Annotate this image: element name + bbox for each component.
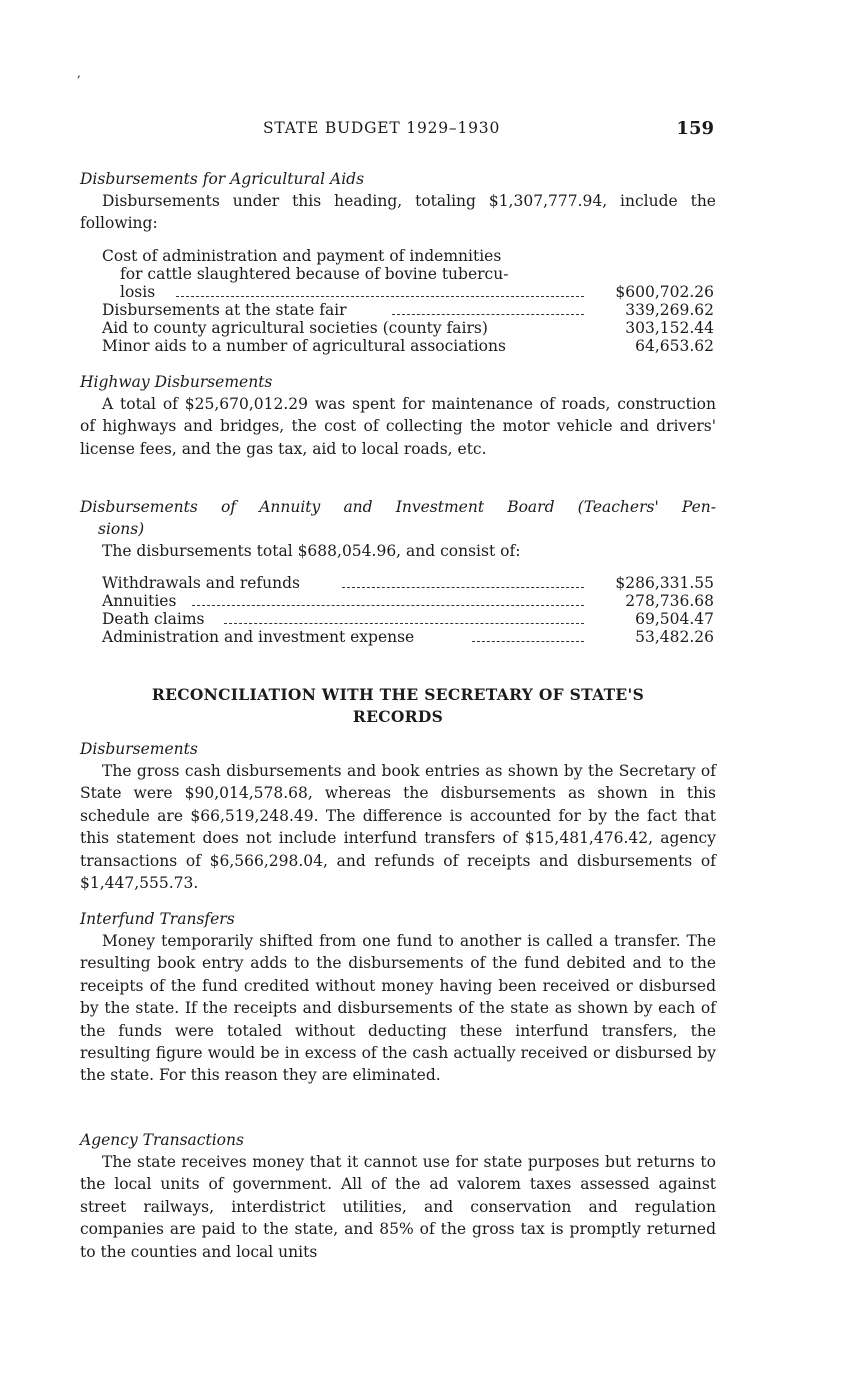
agri-items [80,247,716,355]
annuity-items [80,574,716,646]
dot-leader [472,641,584,642]
item-label: for cattle slaughtered because of bovine tubercu- [120,265,509,283]
agency-text: The state receives money that it cannot use for state purposes but returns to the local units of government. All of the ad valorem taxes assessed against street railways, interdistrict utilities, and conservation and regulation companies are paid to the state, and 85% of the gross tax is promptly returned to the counties and local units [80,1153,716,1261]
agri-subheading: Disbursements for Agricultural Aids [80,170,365,188]
list-item [80,319,716,337]
item-label: Annuities [102,592,177,610]
agency-subheading: Agency Transactions [80,1131,244,1149]
running-header [80,119,716,141]
highway-section [80,371,716,460]
list-item [80,592,716,610]
item-amount: $600,702.26 [615,283,714,301]
dot-leader [176,296,584,297]
reconciliation-heading [80,684,716,728]
interfund-text: Money temporarily shifted from one fund to another is called a transfer. The resulting book entry adds to the disbursements of the fund debited and to the receipts of the fund credited without money having been received or disbursed by the state. If the receipts and disbursements of the state as shown by each of the funds were totaled without deducting these interfund transfers, the resulting figure would be in excess of the cash actually received or disbursed by the state. For this reason they are eliminated. [80,932,716,1085]
stray-mark: , [77,66,81,80]
agency-section [80,1129,716,1263]
dot-leader [224,623,584,624]
item-amount: 53,482.26 [635,628,714,646]
item-amount: $286,331.55 [615,574,714,592]
item-amount: 278,736.68 [625,592,714,610]
item-label: losis [120,283,156,301]
annuity-intro: The disbursements total $688,054.96, and consist of: [102,542,521,560]
list-item [80,283,716,301]
item-label: Withdrawals and refunds [102,574,300,592]
list-item [80,247,716,265]
list-item [80,610,716,628]
item-label: Cost of administration and payment of indemnities [102,247,502,265]
header-title: STATE BUDGET 1929–1930 [263,119,501,137]
agri-intro: Disbursements under this heading, totaling $1,307,777.94, include the following: [80,192,716,233]
disbursements-subheading: Disbursements [80,740,198,758]
disbursements-text: The gross cash disbursements and book entries as shown by the Secretary of State were $90,014,578.68, whereas the disbursements as shown in this schedule are $66,519,248.49. The difference is accounted for by the fact that this statement does not include interfund transfers of $15,481,476.42, agency transactions of $6,566,298.04, and refunds of receipts and disbursements of $1,447,555.73. [80,762,716,893]
dot-leader [192,605,584,606]
list-item [80,301,716,319]
annuity-section [80,496,716,562]
item-amount: 339,269.62 [625,301,714,319]
item-label: Minor aids to a number of agricultural associations [102,337,506,355]
item-amount: 69,504.47 [635,610,714,628]
dot-leader [342,587,584,588]
section-heading-line2: RECORDS [352,707,444,726]
list-item [80,628,716,646]
item-label: Aid to county agricultural societies (county fairs) [102,319,488,337]
interfund-section [80,908,716,1087]
disbursements-section [80,738,716,894]
highway-text: A total of $25,670,012.29 was spent for maintenance of roads, construction of highways and bridges, the cost of collecting the motor vehicle and drivers' license fees, and the gas tax, aid to local roads, etc. [80,395,716,458]
dot-leader [392,314,584,315]
agri-section [80,168,716,235]
list-item [80,574,716,592]
item-label: Death claims [102,610,205,628]
page-number: 159 [676,118,714,139]
highway-subheading: Highway Disbursements [80,373,273,391]
interfund-subheading: Interfund Transfers [80,910,235,928]
item-amount: 303,152.44 [625,319,714,337]
list-item [80,265,716,283]
item-amount: 64,653.62 [635,337,714,355]
item-label: Administration and investment expense [102,628,415,646]
item-label: Disbursements at the state fair [102,301,347,319]
list-item [80,337,716,355]
annuity-subheading-line2: sions) [98,520,145,538]
section-heading-line1: RECONCILIATION WITH THE SECRETARY OF STATE'S [151,685,645,704]
annuity-subheading-line1: Disbursements of Annuity and Investment Board (Teachers' Pen- [80,498,716,516]
